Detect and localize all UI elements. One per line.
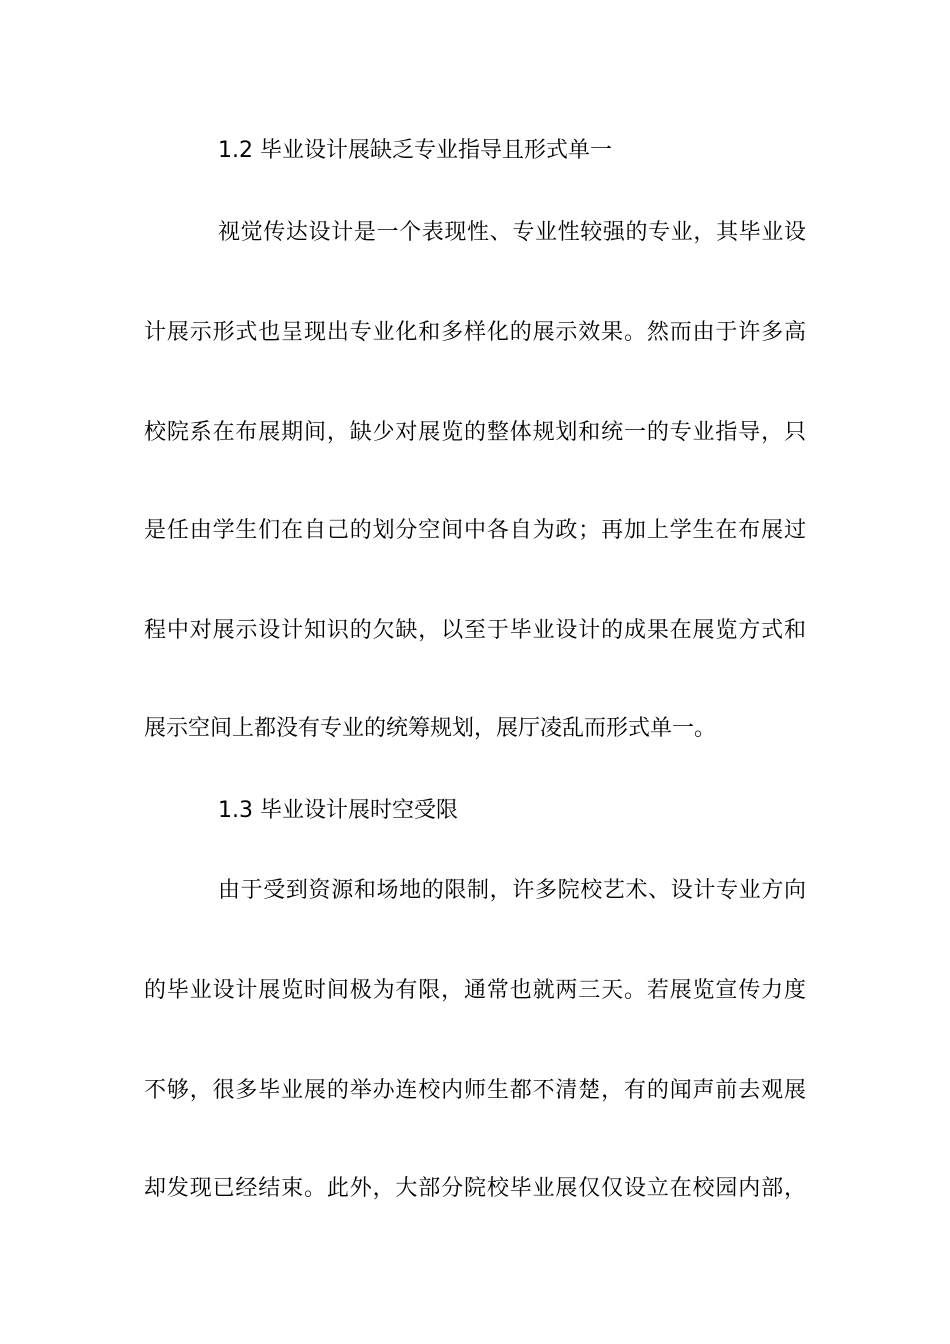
paragraph-line: 是任由学生们在自己的划分空间中各自为政；再加上学生在布展过 bbox=[144, 518, 806, 543]
paragraph-line: 却发现已经结束。此外，大部分院校毕业展仅仅设立在校园内部， bbox=[144, 1176, 806, 1201]
paragraph-line: 由于受到资源和场地的限制，许多院校艺术、设计专业方向 bbox=[218, 878, 806, 903]
paragraph-line: 视觉传达设计是一个表现性、专业性较强的专业，其毕业设 bbox=[218, 220, 806, 245]
paragraph-line: 不够，很多毕业展的举办连校内师生都不清楚，有的闻声前去观展 bbox=[144, 1078, 806, 1103]
section-heading-1-2: 1.2 毕业设计展缺乏专业指导且形式单一 bbox=[218, 138, 612, 163]
paragraph-line: 程中对展示设计知识的欠缺，以至于毕业设计的成果在展览方式和 bbox=[144, 618, 806, 643]
section-heading-1-3: 1.3 毕业设计展时空受限 bbox=[218, 798, 458, 823]
paragraph-line: 展示空间上都没有专业的统筹规划，展厅凌乱而形式单一。 bbox=[144, 716, 717, 741]
paragraph-line: 计展示形式也呈现出专业化和多样化的展示效果。然而由于许多高 bbox=[144, 320, 806, 345]
paragraph-line: 的毕业设计展览时间极为有限，通常也就两三天。若展览宣传力度 bbox=[144, 978, 806, 1003]
paragraph-line: 校院系在布展期间，缺少对展览的整体规划和统一的专业指导，只 bbox=[144, 420, 806, 445]
